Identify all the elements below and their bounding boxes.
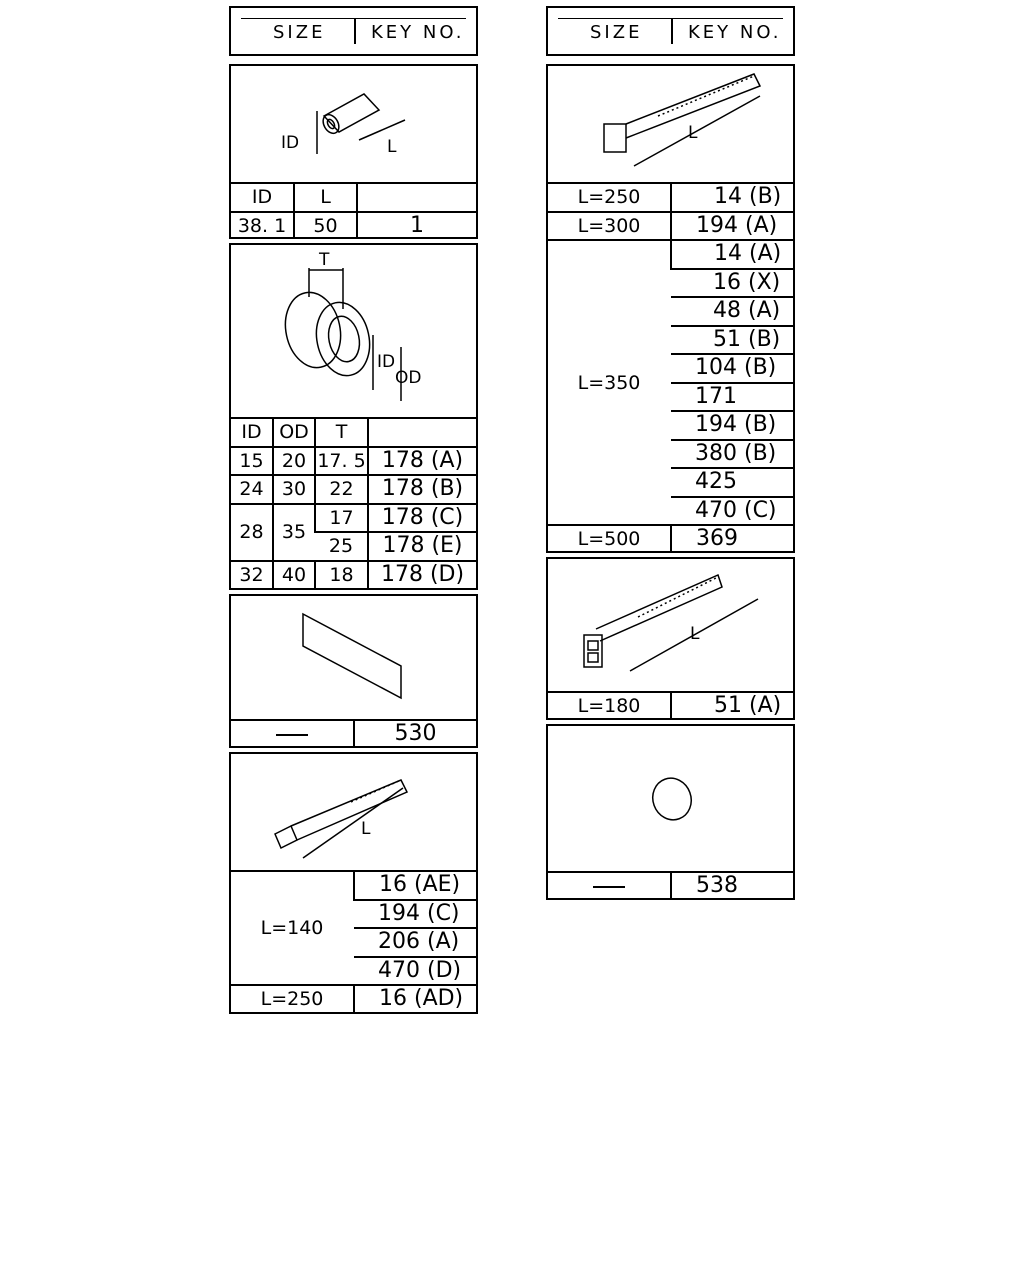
grommet-key-no: 178 (D): [368, 561, 476, 589]
table-row: [548, 692, 793, 720]
sheet-panel: [229, 594, 478, 748]
tie-short-l-label: L: [361, 819, 371, 839]
tie-short-key-no: 206 (A): [354, 928, 476, 957]
tie-long-table: [548, 182, 793, 553]
tie-teeth: [658, 76, 754, 116]
table-row: [231, 561, 476, 589]
grommet-t-value: 18: [315, 561, 368, 589]
tie-clip-panel: [546, 557, 795, 720]
table-row: [231, 418, 476, 447]
grommet-t-value: 25: [315, 532, 368, 561]
tube-panel: [229, 64, 478, 239]
table-row: [231, 212, 476, 240]
l-dim-line: [359, 120, 405, 140]
tie-long-key-no: 14 (B): [671, 183, 793, 212]
grommet-od-value: 30: [273, 475, 315, 504]
tie-clip-drawing: [548, 559, 793, 693]
tie-short-table: [231, 870, 476, 1013]
tie-long-key-no: 470 (C): [671, 497, 793, 526]
tie-strap: [596, 575, 722, 641]
tie-long-size: L=250: [548, 183, 671, 212]
table-row: [231, 475, 476, 504]
size-heading: SIZE: [273, 22, 326, 43]
tie-head: [604, 124, 626, 152]
tie-short-key-no: 194 (C): [354, 900, 476, 929]
col-t: T: [315, 418, 368, 447]
tie-short-key-no: 470 (D): [354, 957, 476, 986]
tie-long-group-size: L=350: [548, 240, 671, 525]
sheet-table: [231, 719, 476, 748]
table-row: [548, 525, 793, 553]
tie-long-size: L=500: [548, 525, 671, 553]
table-row: [231, 447, 476, 476]
grommet-key-no: 178 (B): [368, 475, 476, 504]
no-size-dash: [276, 734, 308, 736]
clip-hole: [588, 641, 598, 650]
tube-body: [324, 94, 379, 132]
grommet-od-value: 40: [273, 561, 315, 589]
tie-long-key-no: 51 (B): [671, 326, 793, 355]
key-no-heading: KEY NO.: [688, 22, 782, 43]
tie-long-l-label: L: [688, 123, 698, 143]
tie-long-key-no: 16 (X): [671, 269, 793, 298]
tube-drawing: [231, 66, 476, 182]
grommet-table: [231, 417, 476, 588]
grommet-t-value: 17. 5: [315, 447, 368, 476]
table-row: [231, 871, 476, 900]
grommet-t-label: T: [319, 250, 330, 270]
grommet-id-label: ID: [377, 352, 396, 372]
grommet-od-label: OD: [395, 368, 422, 388]
tie-short-key-no: 16 (AE): [354, 871, 476, 900]
tie-long-key-no: 104 (B): [671, 354, 793, 383]
table-row: [548, 183, 793, 212]
tie-long-key-no: 380 (B): [671, 440, 793, 469]
grommet-id-value: 24: [231, 475, 273, 504]
table-row: [548, 212, 793, 241]
plug-disc: [647, 773, 697, 825]
sheet-drawing: [231, 596, 476, 720]
right-header: [546, 6, 795, 56]
tube-l-label: L: [387, 137, 397, 157]
table-row: [231, 720, 476, 748]
tie-short-drawing: [231, 754, 476, 871]
tube-l-value: 50: [294, 212, 357, 240]
tube-id-label: ID: [281, 133, 300, 153]
tie-long-key-no: 194 (A): [671, 212, 793, 241]
tie-strap: [291, 780, 407, 840]
grommet-t-value: 22: [315, 475, 368, 504]
tie-long-key-no: 194 (B): [671, 411, 793, 440]
table-row: [548, 240, 793, 269]
tube-table: [231, 182, 476, 239]
clip-hole: [588, 653, 598, 662]
col-id: ID: [231, 418, 273, 447]
tie-long-key-no: 14 (A): [671, 240, 793, 269]
table-row: [548, 872, 793, 900]
grommet-key-no: 178 (C): [368, 504, 476, 533]
grommet-key-no: 178 (E): [368, 532, 476, 561]
tie-long-drawing: [548, 66, 793, 182]
tie-long-key-no: 171: [671, 383, 793, 412]
table-row: [231, 985, 476, 1013]
sheet-shape: [303, 614, 401, 698]
col-od: OD: [273, 418, 315, 447]
col-l: L: [294, 183, 357, 212]
grommet-drawing: [231, 245, 476, 417]
plug-panel: [546, 724, 795, 900]
grommet-od-value: 35: [273, 504, 315, 561]
plug-drawing: [548, 726, 793, 872]
tie-head: [275, 826, 297, 848]
key-no-heading: KEY NO.: [371, 22, 465, 43]
col-id: ID: [231, 183, 294, 212]
tube-key-no: 1: [357, 212, 476, 240]
tie-teeth: [638, 577, 718, 617]
tie-short-group-size: L=140: [231, 871, 354, 985]
sheet-key-no: 530: [354, 720, 476, 748]
table-row: [231, 183, 476, 212]
size-heading: SIZE: [590, 22, 643, 43]
tie-short-key-no: 16 (AD): [354, 985, 476, 1013]
grommet-bore: [325, 313, 364, 364]
left-header: [229, 6, 478, 56]
tie-clip-size: L=180: [548, 692, 671, 720]
grommet-panel: [229, 243, 478, 590]
grommet-key-no: 178 (A): [368, 447, 476, 476]
tie-long-key-no: 425: [671, 468, 793, 497]
grommet-od-value: 20: [273, 447, 315, 476]
header-divider: [354, 18, 356, 44]
tie-long-size: L=300: [548, 212, 671, 241]
grommet-t-value: 17: [315, 504, 368, 533]
grommet-id-value: 32: [231, 561, 273, 589]
tie-long-key-no: 369: [671, 525, 793, 553]
tie-long-key-no: 48 (A): [671, 297, 793, 326]
header-divider: [671, 18, 673, 44]
no-size-dash: [593, 886, 625, 888]
plug-table: [548, 871, 793, 900]
tie-long-panel: [546, 64, 795, 553]
plug-key-no: 538: [671, 872, 793, 900]
grommet-id-value: 28: [231, 504, 273, 561]
table-row: [231, 504, 476, 533]
grommet-flange-back: [279, 287, 348, 373]
l-dim-line: [303, 788, 403, 858]
grommet-id-value: 15: [231, 447, 273, 476]
tie-clip-table: [548, 691, 793, 720]
tie-clip-l-label: L: [690, 624, 700, 644]
tube-id-value: 38. 1: [231, 212, 294, 240]
tie-clip-key-no: 51 (A): [671, 692, 793, 720]
tie-short-panel: [229, 752, 478, 1014]
tie-short-size: L=250: [231, 985, 354, 1013]
